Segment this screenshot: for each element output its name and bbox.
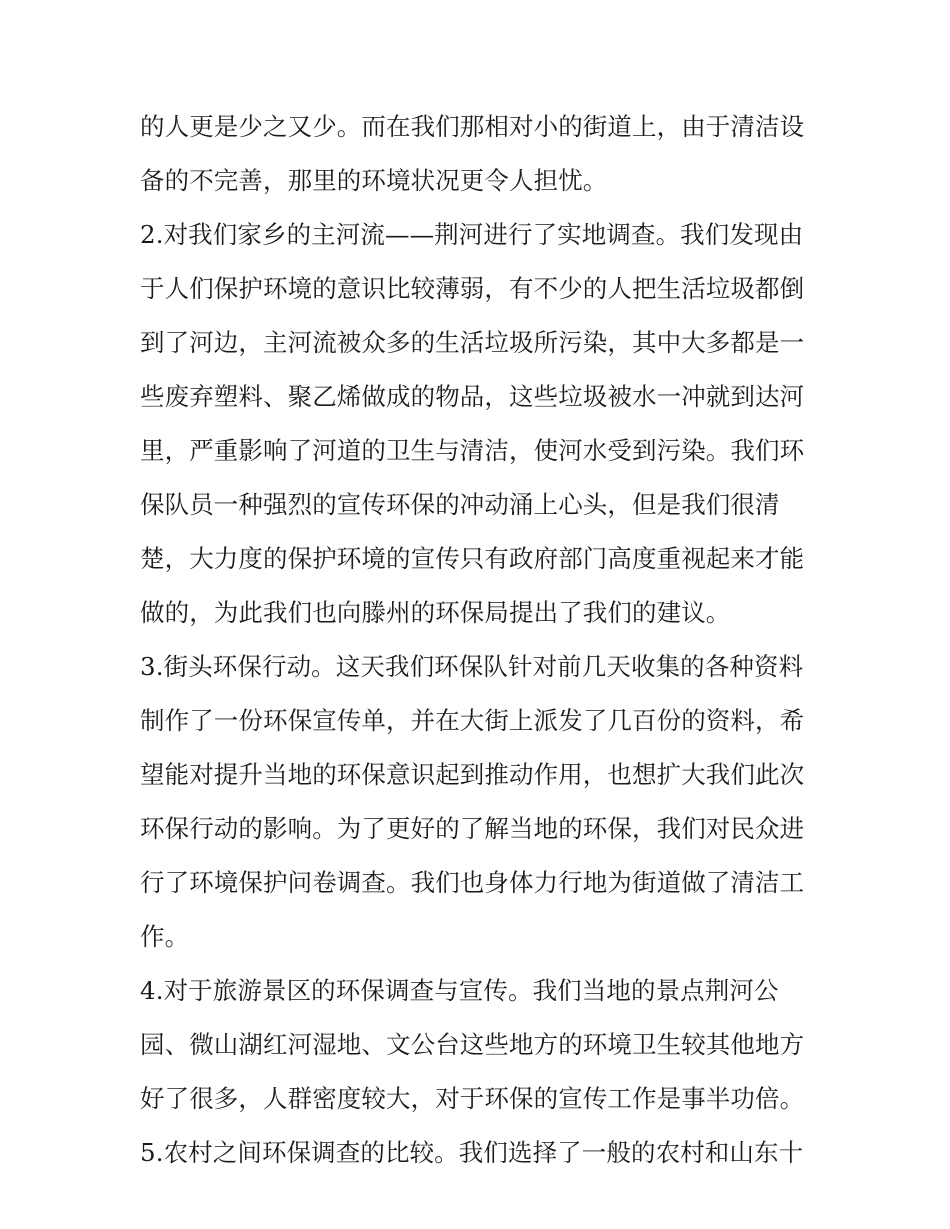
text-line: 些废弃塑料、聚乙烯做成的物品，这些垃圾被水一冲就到达河 xyxy=(140,382,805,411)
text-line: 好了很多，人群密度较大，对于环保的宣传工作是事半功倍。 xyxy=(140,1084,805,1113)
text-line: 制作了一份环保宣传单，并在大街上派发了几百份的资料，希 xyxy=(140,706,805,735)
text-line: 到了河边，主河流被众多的生活垃圾所污染，其中大多都是一 xyxy=(140,328,805,357)
text-line: 做的，为此我们也向滕州的环保局提出了我们的建议。 xyxy=(140,598,731,627)
text-line: 望能对提升当地的环保意识起到推动作用，也想扩大我们此次 xyxy=(140,760,805,789)
text-line: 楚，大力度的保护环境的宣传只有政府部门高度重视起来才能 xyxy=(140,544,805,573)
text-line: 环保行动的影响。为了更好的了解当地的环保，我们对民众进 xyxy=(140,814,805,843)
text-line: 园、微山湖红河湿地、文公台这些地方的环境卫生较其他地方 xyxy=(140,1030,805,1059)
text-line: 备的不完善，那里的环境状况更令人担忧。 xyxy=(140,166,608,195)
document-body xyxy=(140,100,816,1180)
text-line: 里，严重影响了河道的卫生与清洁，使河水受到污染。我们环 xyxy=(140,436,805,465)
text-line: 2.对我们家乡的主河流——荆河进行了实地调查。我们发现由 xyxy=(140,220,804,249)
text-line: 5.农村之间环保调查的比较。我们选择了一般的农村和山东十 xyxy=(140,1138,804,1167)
text-line: 3.街头环保行动。这天我们环保队针对前几天收集的各种资料 xyxy=(140,652,804,681)
text-line: 保队员一种强烈的宣传环保的冲动涌上心头，但是我们很清 xyxy=(140,490,780,519)
text-line: 4.对于旅游景区的环保调查与宣传。我们当地的景点荆河公 xyxy=(140,976,779,1005)
text-line: 行了环境保护问卷调查。我们也身体力行地为街道做了清洁工 xyxy=(140,868,805,897)
text-line: 的人更是少之又少。而在我们那相对小的街道上，由于清洁设 xyxy=(140,112,805,141)
text-line: 作。 xyxy=(140,922,190,951)
text-line: 于人们保护环境的意识比较薄弱，有不少的人把生活垃圾都倒 xyxy=(140,274,805,303)
